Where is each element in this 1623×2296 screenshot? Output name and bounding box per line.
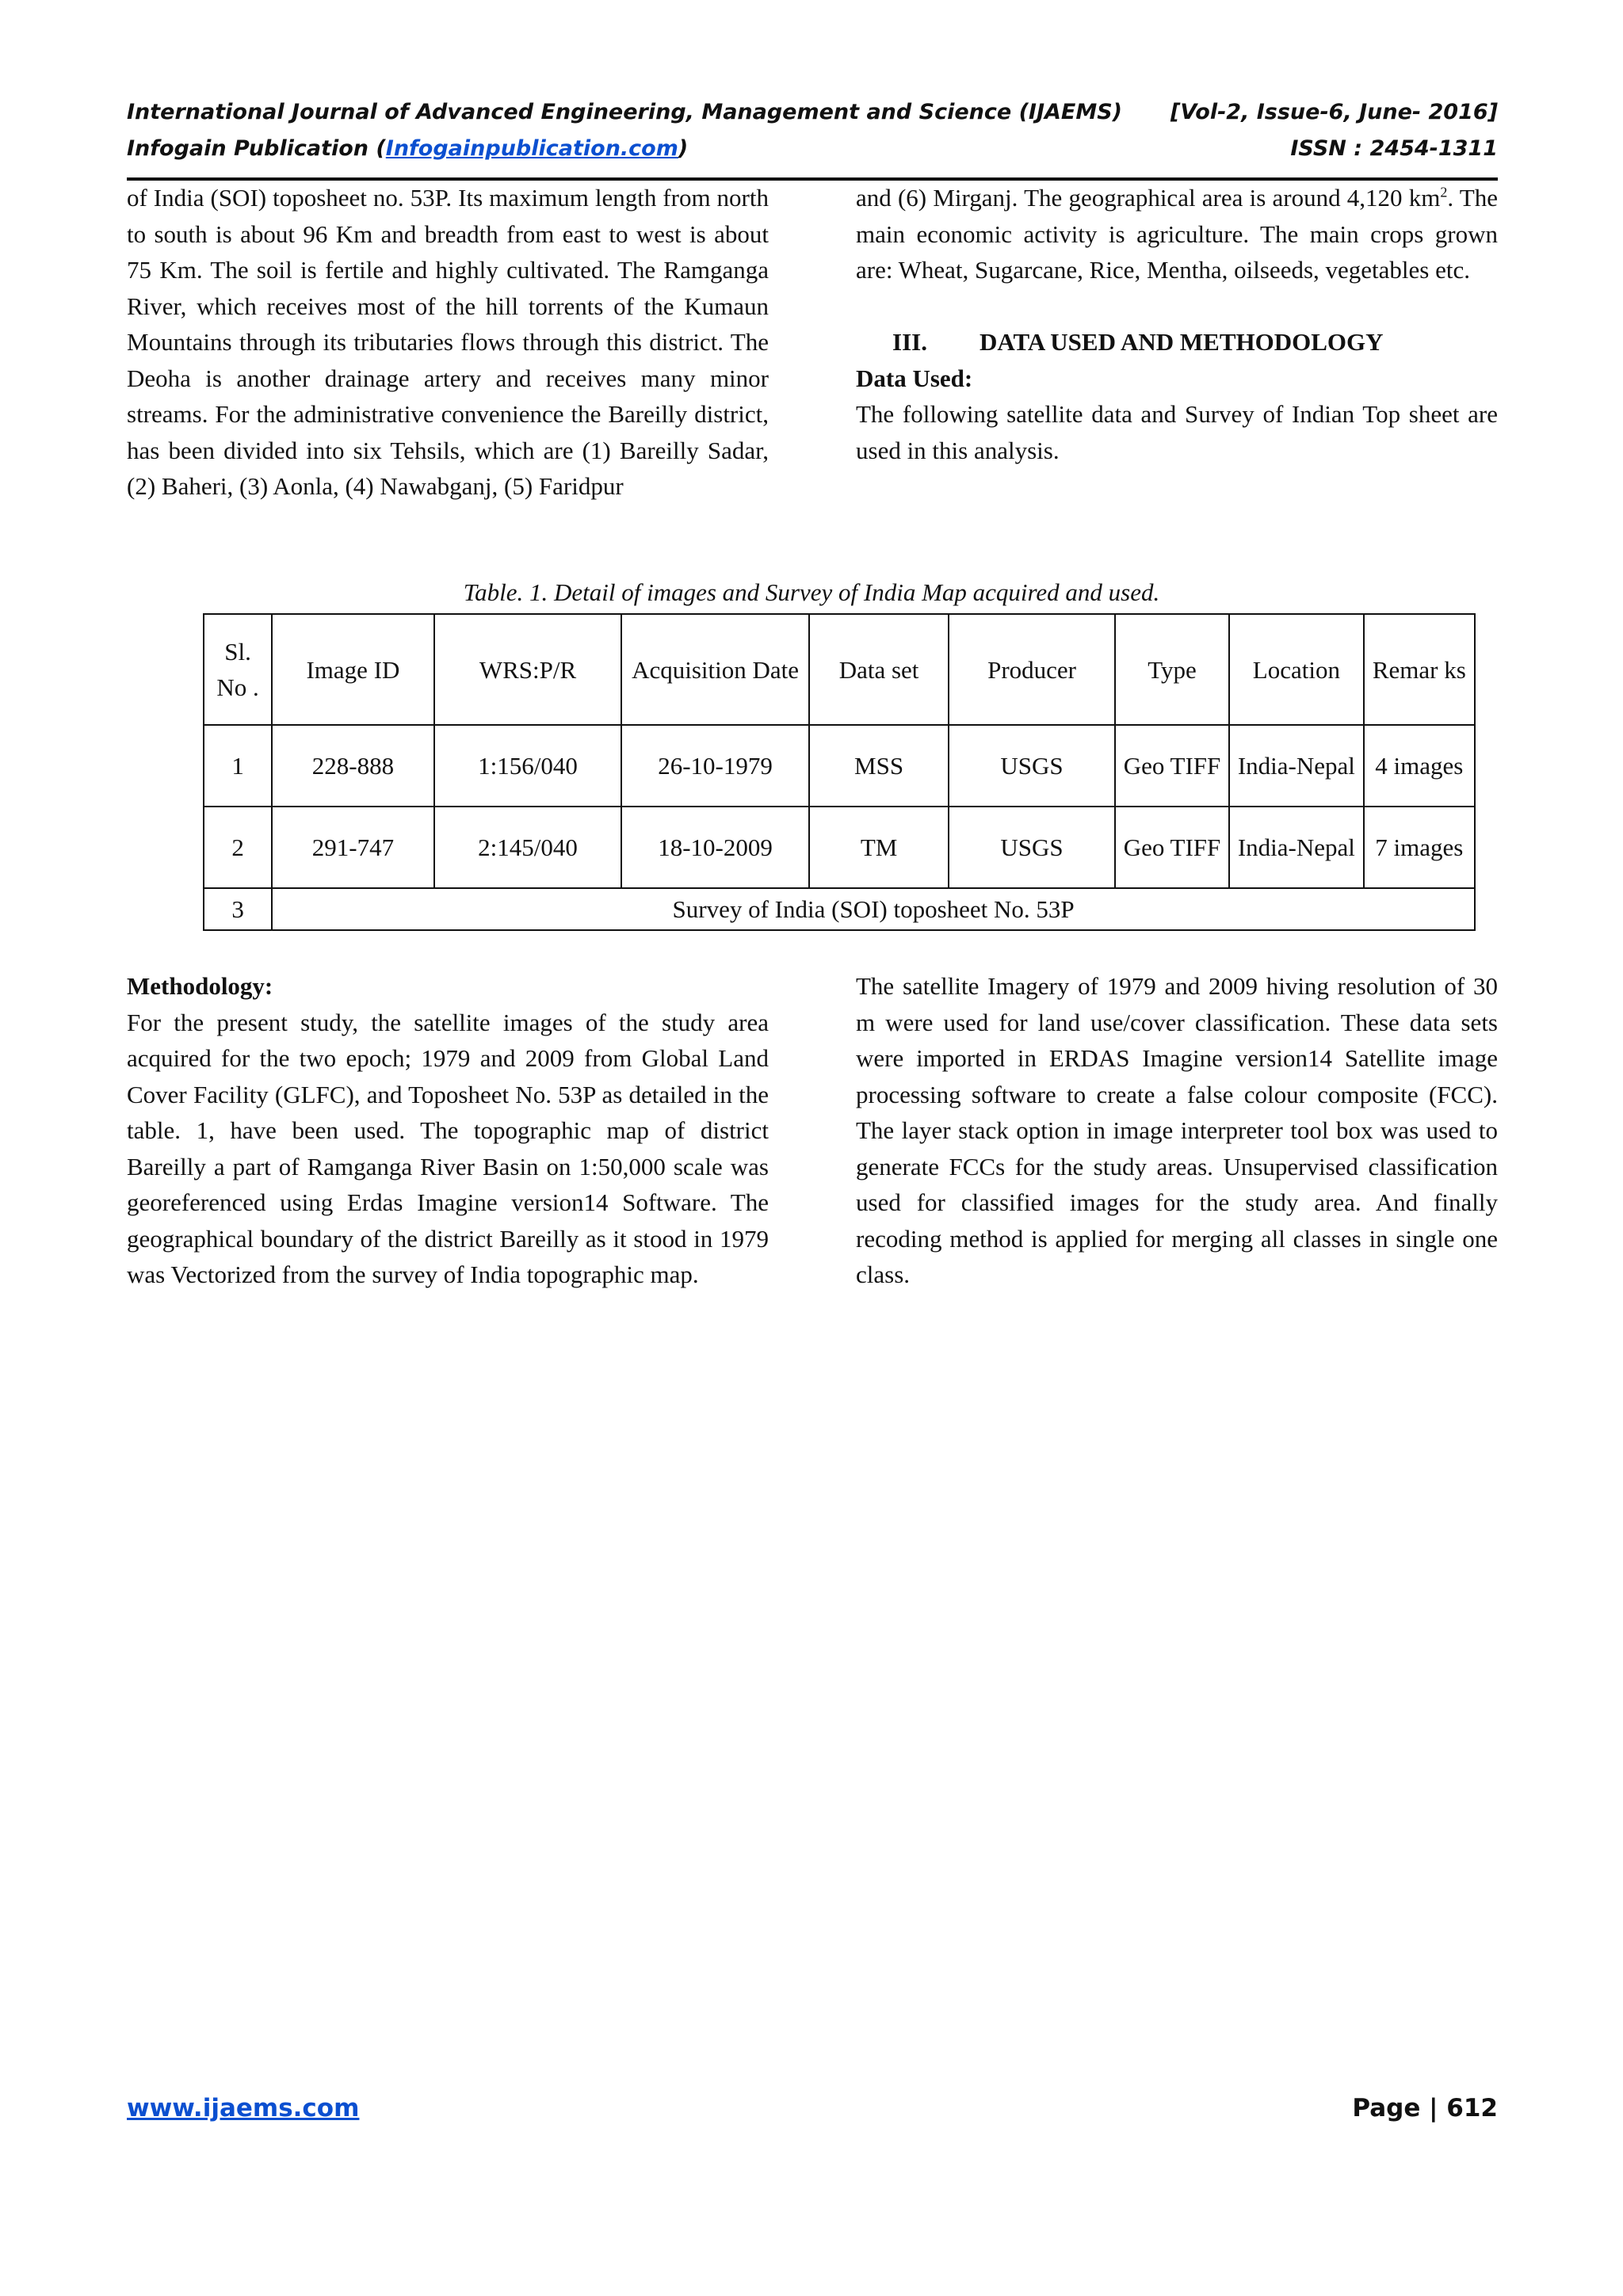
- journal-title: International Journal of Advanced Engineering, Management and Science (IJAEMS): [127, 100, 1123, 124]
- col-header-remarks: Remar ks: [1364, 614, 1475, 725]
- col-header-location: Location: [1229, 614, 1363, 725]
- cell-producer: USGS: [949, 807, 1115, 888]
- issn: ISSN : 2454-1311: [1290, 136, 1498, 161]
- journal-header-line: [127, 98, 1498, 127]
- data-used-paragraph: The following satellite data and Survey of Indian Top sheet are used in this analysis.: [856, 400, 1498, 464]
- col-header-acquisition-date: Acquisition Date: [621, 614, 809, 725]
- publisher-link[interactable]: Infogainpublication.com: [385, 136, 678, 161]
- volume-info: [Vol-2, Issue-6, June- 2016]: [1170, 100, 1498, 124]
- cell-image-id: 291-747: [272, 807, 434, 888]
- cell-acquisition-date: 18-10-2009: [621, 807, 809, 888]
- website-link[interactable]: www.ijaems.com: [127, 2094, 360, 2122]
- methodology-left-paragraph: For the present study, the satellite images of the study area acquired for the two epoch; 1979 and 2009 from Global Land Cover Facility (GLFC), and Toposheet No. 53P as detailed in the table. 1, have been used. The topographic map of district Bareilly a part of Ramganga River Basin on 1:50,000 scale was georeferenced using Erdas Imagine version14 Software. The geographical boundary of the district Bareilly as it stood in 1979 was Vectorized from the survey of India topographic map.: [127, 1008, 769, 1288]
- methodology-left-column: [127, 968, 769, 1293]
- cell-producer: USGS: [949, 725, 1115, 807]
- col-header-data-set: Data set: [809, 614, 949, 725]
- cell-sl-no: 3: [204, 888, 272, 930]
- table-row: [204, 807, 1475, 888]
- cell-image-id: 228-888: [272, 725, 434, 807]
- table-caption: Table. 1. Detail of images and Survey of India Map acquired and used.: [463, 578, 1160, 606]
- col-header-wrs: WRS:P/R: [434, 614, 622, 725]
- cell-type: Geo TIFF: [1115, 807, 1229, 888]
- methodology-right-column: [856, 968, 1498, 1293]
- section-heading: III. DATA USED AND METHODOLOGY: [892, 328, 1384, 356]
- cell-type: Geo TIFF: [1115, 725, 1229, 807]
- table-row-toposheet: [204, 888, 1475, 930]
- col-header-producer: Producer: [949, 614, 1115, 725]
- intro-right-paragraph: and (6) Mirganj. The geographical area is around 4,120 $km^2$. The main economic activity is agriculture. The main crops grown are: Wheat, Sugarcane, Rice, Mentha, oilseeds, vegetables etc.: [856, 184, 1498, 284]
- methodology-right-paragraph: The satellite Imagery of 1979 and 2009 hiving resolution of 30 m were used for land use/cover classification. These data sets were imported in ERDAS Imagine version14 Satellite image processing software to create a false colour composite (FCC). The layer stack option in image interpreter tool box was used to generate FCCs for the study areas. Unsupervised classification used for classified images for the study area. And finally recoding method is applied for merging all classes in single one class.: [856, 972, 1498, 1288]
- publisher-name: Infogain Publication (Infogainpublication.com): [127, 136, 689, 161]
- cell-location: India-Nepal: [1229, 725, 1363, 807]
- cell-toposheet-description: Survey of India (SOI) toposheet No. 53P: [272, 888, 1475, 930]
- cell-sl-no: 1: [204, 725, 272, 807]
- cell-sl-no: 2: [204, 807, 272, 888]
- publisher-header-line: [127, 135, 1498, 163]
- col-header-image-id: Image ID: [272, 614, 434, 725]
- cell-wrs: 2:145/040: [434, 807, 622, 888]
- cell-data-set: MSS: [809, 725, 949, 807]
- cell-remarks: 7 images: [1364, 807, 1475, 888]
- cell-wrs: 1:156/040: [434, 725, 622, 807]
- data-used-subheading: Data Used:: [856, 364, 973, 392]
- col-header-sl-no: Sl. No .: [204, 614, 272, 725]
- col-header-type: Type: [1115, 614, 1229, 725]
- cell-acquisition-date: 26-10-1979: [621, 725, 809, 807]
- table-row: [204, 725, 1475, 807]
- page-number: Page | 612: [1352, 2094, 1498, 2122]
- superscript: 2: [1440, 184, 1448, 200]
- intro-left-column: [127, 180, 769, 505]
- methodology-heading: Methodology:: [127, 972, 273, 1000]
- data-table: [203, 613, 1476, 931]
- intro-right-column: [856, 180, 1498, 468]
- cell-location: India-Nepal: [1229, 807, 1363, 888]
- cell-remarks: 4 images: [1364, 725, 1475, 807]
- cell-data-set: TM: [809, 807, 949, 888]
- table-header-row: [204, 614, 1475, 725]
- intro-left-paragraph: of India (SOI) toposheet no. 53P. Its maximum length from north to south is about 96 Km and breadth from east to west is about 75 Km. The soil is fertile and highly cultivated. The Ramganga River, which receives most of the hill torrents of the Kumaun Mountains through its tributaries flows through this district. The Deoha is another drainage artery and receives many minor streams. For the administrative convenience the Bareilly district, has been divided into six Tehsils, which are (1) Bareilly Sadar, (2) Baheri, (3) Aonla, (4) Nawabganj, (5) Faridpur: [127, 184, 769, 500]
